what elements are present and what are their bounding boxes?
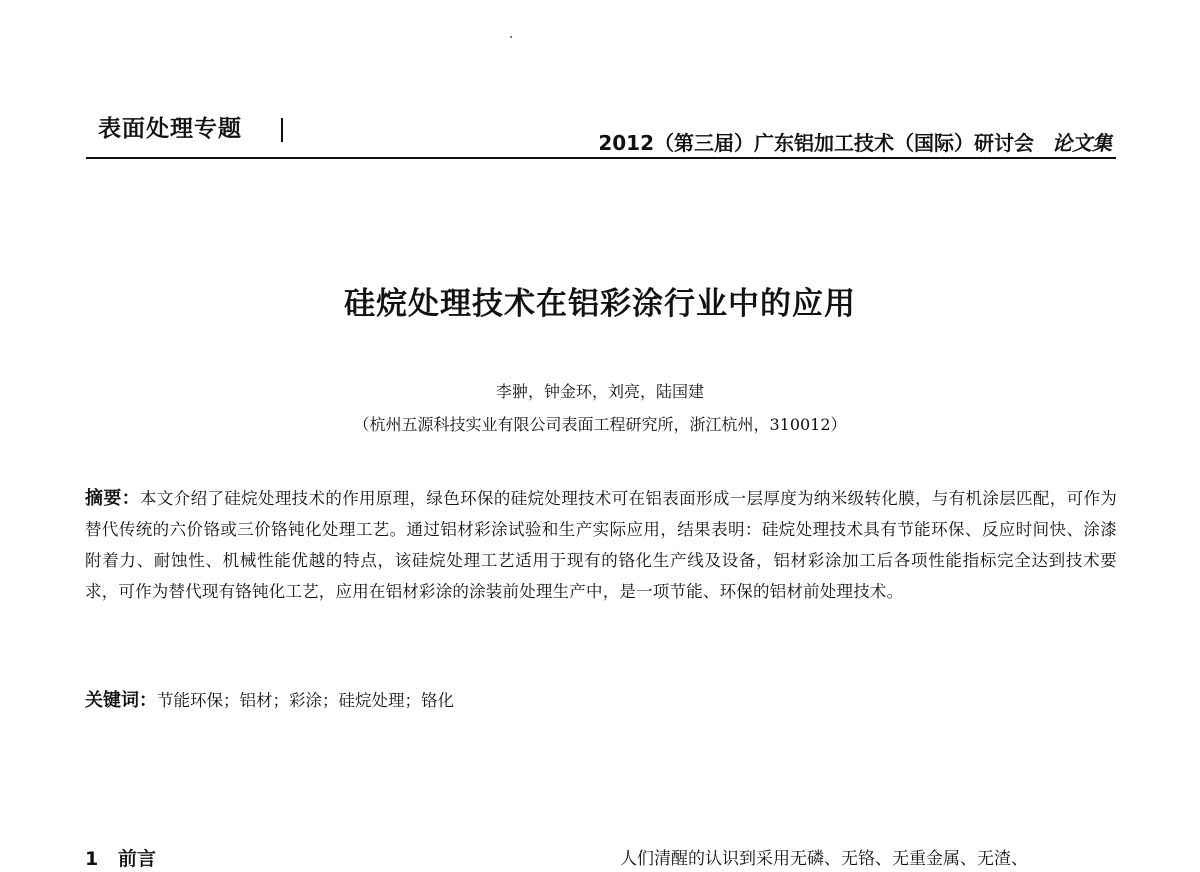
header-divider: [281, 118, 283, 142]
keywords-text: 节能环保；铝材；彩涂；硅烷处理；铬化: [157, 691, 454, 710]
author-list: 李翀，钟金环，刘亮，陆国建: [495, 382, 704, 401]
keywords-label: 关键词：: [85, 690, 157, 711]
header-rule: [86, 157, 1116, 159]
paper-title: 硅烷处理技术在铝彩涂行业中的应用: [344, 286, 856, 322]
conference-name: 2012（第三届）广东铝加工技术（国际）研讨会: [598, 131, 1034, 155]
section-heading: 前言: [118, 848, 157, 870]
section-label: 表面处理专题: [98, 116, 242, 142]
scan-speck: [510, 36, 512, 38]
running-header: [598, 129, 1112, 157]
intro-text-line: 人们清醒的认识到采用无磷、无铬、无重金属、无渣、: [620, 849, 1028, 869]
section-number: 1: [85, 848, 99, 870]
abstract-label: 摘要：: [85, 488, 141, 509]
author-affiliation: （杭州五源科技实业有限公司表面工程研究所，浙江杭州，310012）: [353, 415, 847, 434]
proceedings-label: 论文集: [1052, 131, 1112, 155]
abstract-text: 本文介绍了硅烷处理技术的作用原理，绿色环保的硅烷处理技术可在铝表面形成一层厚度为纳米级转化膜，与有机涂层匹配，可作为替代传统的六价铬或三价铬钝化处理工艺。通过铝材彩涂试验和生产实际应用，结果表明：硅烷处理技术具有节能环保、反应时间快、涂漆附着力、耐蚀性、机械性能优越的特点，该硅烷处理工艺适用于现有的铬化生产线及设备，铝材彩涂加工后各项性能指标完全达到技术要求，可作为替代现有铬钝化工艺，应用在铝材彩涂的涂装前处理生产中，是一项节能、环保的铝材前处理技术。: [85, 489, 1117, 601]
abstract: [85, 483, 1117, 607]
keywords: [85, 688, 454, 714]
